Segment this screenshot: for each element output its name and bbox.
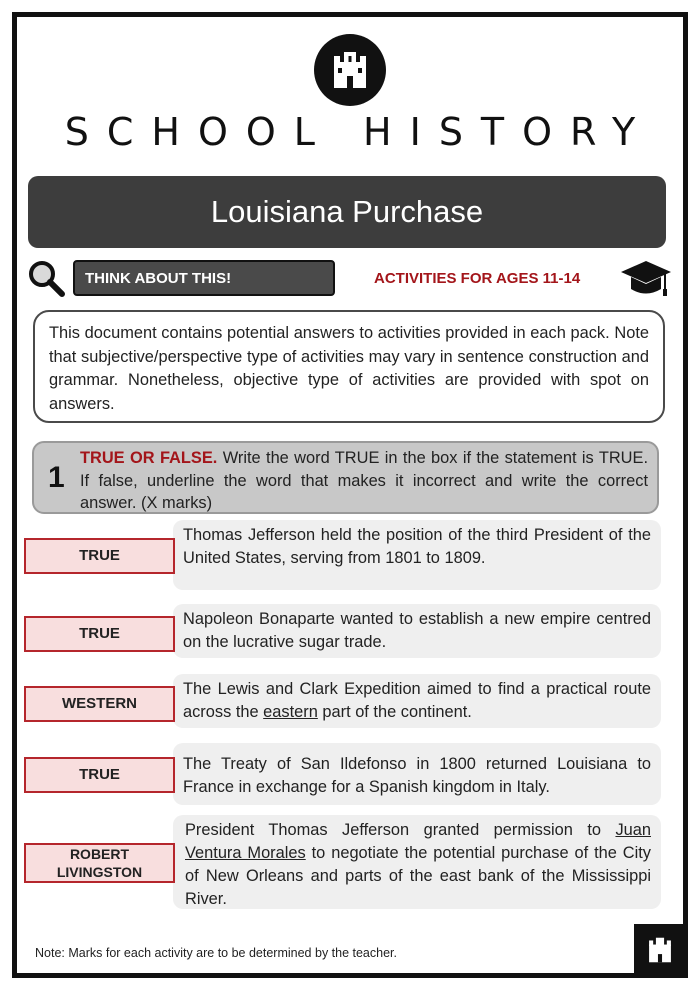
footer-castle-icon <box>634 924 686 976</box>
question-instruction-text: Write the word TRUE in the box if the statement is TRUE. If false, underline the word that makes it incorrect and write the correct answer. (X marks) <box>80 449 649 512</box>
statement-5 <box>173 815 661 909</box>
footer-note: Note: Marks for each activity are to be determined by the teacher. <box>35 946 397 960</box>
statement-2: Napoleon Bonaparte wanted to establish a new empire centred on the lucrative sugar trade. <box>173 604 661 658</box>
statement-5-underlined: Juan Ventura Morales <box>185 821 651 862</box>
statement-3-before: The Lewis and Clark Expedition aimed to find a practical route across the <box>183 680 651 721</box>
statement-3-after: part of the continent. <box>317 703 472 721</box>
statement-5-before: President Thomas Jefferson granted permission to <box>185 821 616 839</box>
title-bar <box>28 176 666 248</box>
brand-title: SCHOOL HISTORY <box>64 110 654 154</box>
magnifier-icon <box>26 258 66 298</box>
statement-5-after: to negotiate the potential purchase of the City of New Orleans and parts of the east bank of the Mississippi River. <box>185 844 651 908</box>
statement-4: The Treaty of San Ildefonso in 1800 returned Louisiana to France in exchange for a Spanish kingdom in Italy. <box>173 743 661 805</box>
intro-text: This document contains potential answers to activities provided in each pack. Note that subjective/perspective type of activities may vary in sentence construction and grammar. Nonetheless, objective type of activities are provided with spot on answers. <box>33 310 665 423</box>
statement-1: Thomas Jefferson held the position of the third President of the United States, serving from 1801 to 1809. <box>173 520 661 590</box>
question-instruction <box>80 447 648 515</box>
statement-3-underlined: eastern <box>263 703 318 721</box>
answer-box-2[interactable]: TRUE <box>24 616 175 652</box>
answer-box-3[interactable]: WESTERN <box>24 686 175 722</box>
castle-icon <box>314 34 386 106</box>
question-header <box>32 441 659 514</box>
answer-box-1[interactable]: TRUE <box>24 538 175 574</box>
answer-box-4[interactable]: TRUE <box>24 757 175 793</box>
question-number: 1 <box>48 461 65 494</box>
ages-label: ACTIVITIES FOR AGES 11-14 <box>374 270 581 287</box>
question-lead: TRUE OR FALSE. <box>80 449 218 467</box>
graduation-cap-icon <box>619 258 673 300</box>
answer-box-5[interactable]: ROBERT LIVINGSTON <box>24 843 175 883</box>
page-title: Louisiana Purchase <box>210 194 484 229</box>
statement-3 <box>173 674 661 728</box>
think-about-this-label: THINK ABOUT THIS! <box>73 260 335 296</box>
